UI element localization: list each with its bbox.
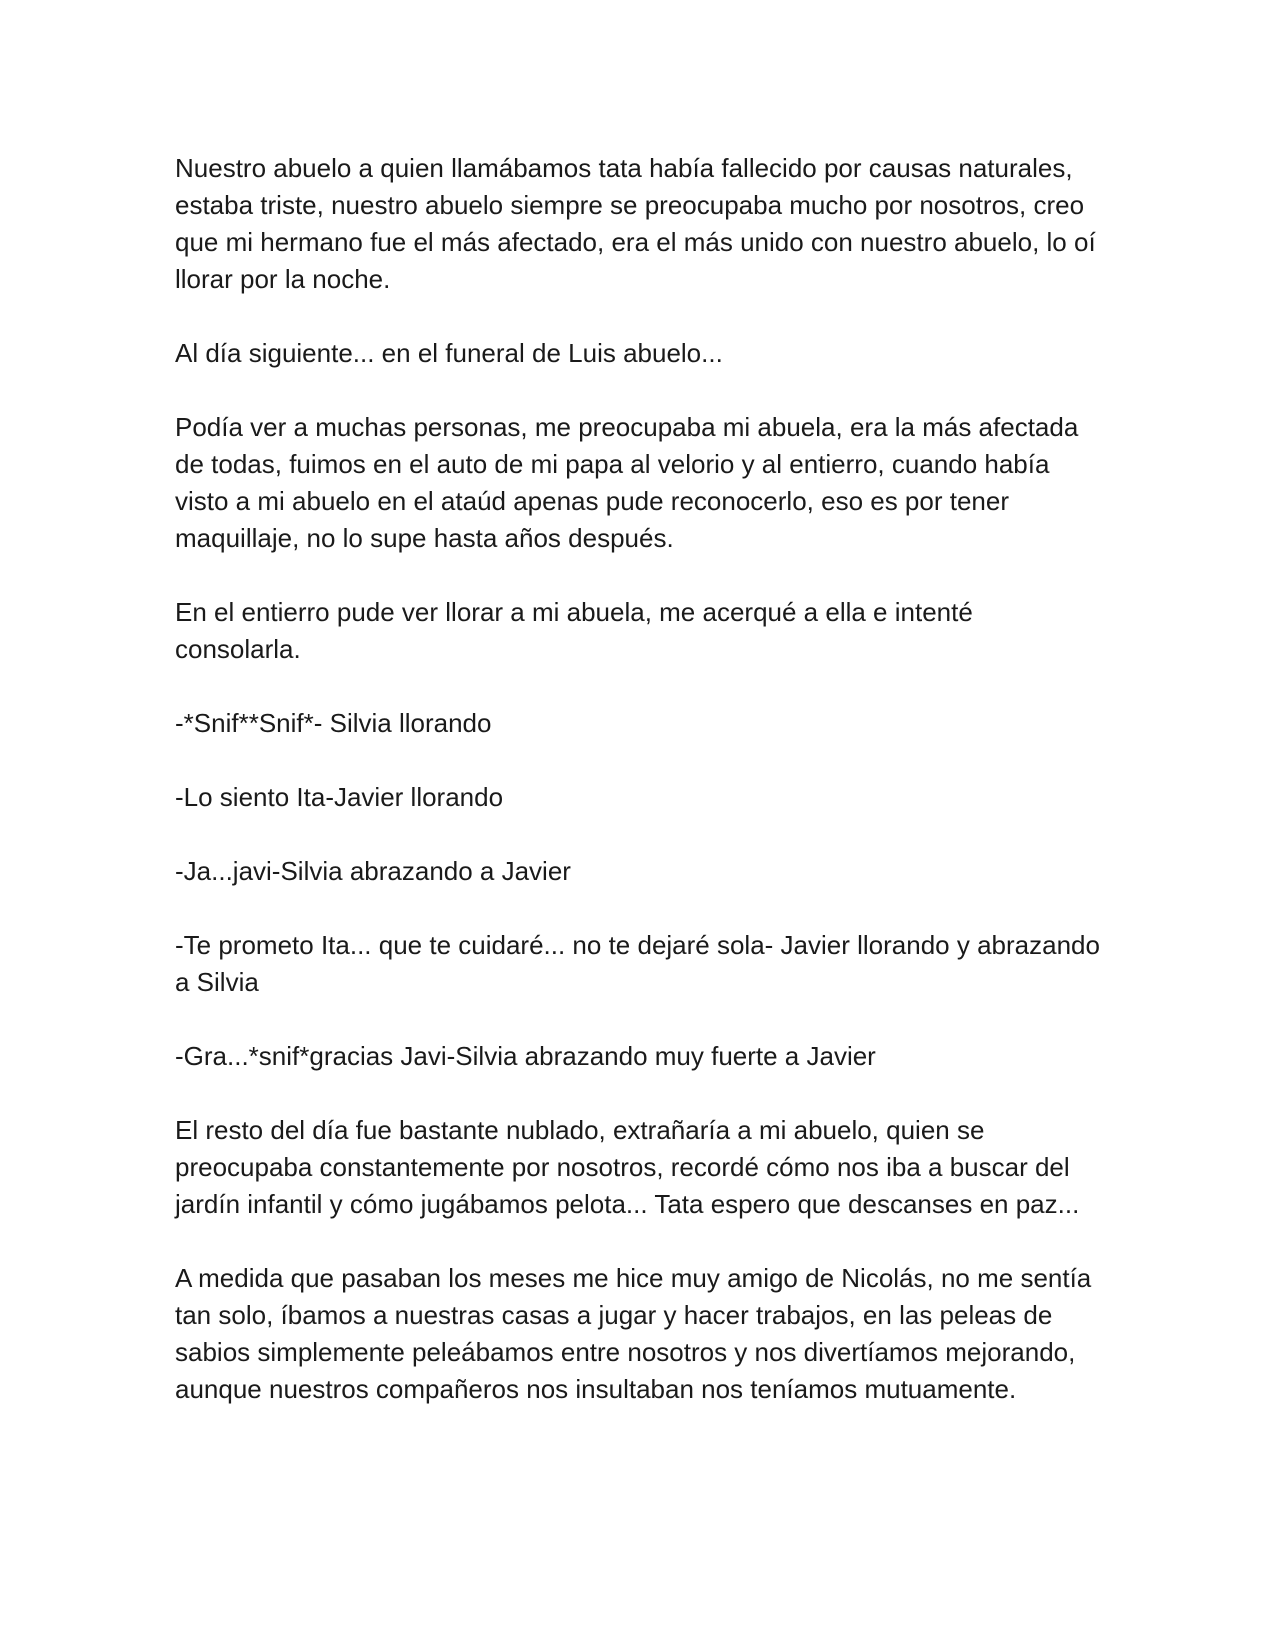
dialogue-line-4: -Te prometo Ita... que te cuidaré... no te dejaré sola- Javier llorando y abrazando a Silvia [175,930,1100,997]
dialogue-line-3: -Ja...javi-Silvia abrazando a Javier [175,856,571,886]
dialogue-line-2: -Lo siento Ita-Javier llorando [175,782,504,812]
document-body [175,150,1105,1445]
paragraph-4: En el entierro pude ver llorar a mi abuela, me acerqué a ella e intenté consolarla. [175,597,973,664]
paragraph-3: Podía ver a muchas personas, me preocupaba mi abuela, era la más afectada de todas, fuimos en el auto de mi papa al velorio y al entierro, cuando había visto a mi abuelo en el ataúd apenas pude reconocerlo, eso es por tener maquillaje, no lo supe hasta años después. [175,412,1079,553]
paragraph-6: A medida que pasaban los meses me hice muy amigo de Nicolás, no me sentía tan solo, íbamos a nuestras casas a jugar y hacer trabajos, en las peleas de sabios simplemente peleábamos entre nosotros y nos divertíamos mejorando, aunque nuestros compañeros nos insultaban nos teníamos mutuamente. [175,1263,1092,1404]
dialogue-line-1: -*Snif**Snif*- Silvia llorando [175,708,492,738]
paragraph-5: El resto del día fue bastante nublado, extrañaría a mi abuelo, quien se preocupaba constantemente por nosotros, recordé cómo nos iba a buscar del jardín infantil y cómo jugábamos pelota... Tata espero que descanses en paz... [175,1115,1080,1219]
paragraph-2: Al día siguiente... en el funeral de Luis abuelo... [175,338,723,368]
paragraph-1: Nuestro abuelo a quien llamábamos tata había fallecido por causas naturales, estaba triste, nuestro abuelo siempre se preocupaba mucho por nosotros, creo que mi hermano fue el más afectado, era el más unido con nuestro abuelo, lo oí llorar por la noche. [175,153,1096,294]
dialogue-line-5: -Gra...*snif*gracias Javi-Silvia abrazando muy fuerte a Javier [175,1041,876,1071]
